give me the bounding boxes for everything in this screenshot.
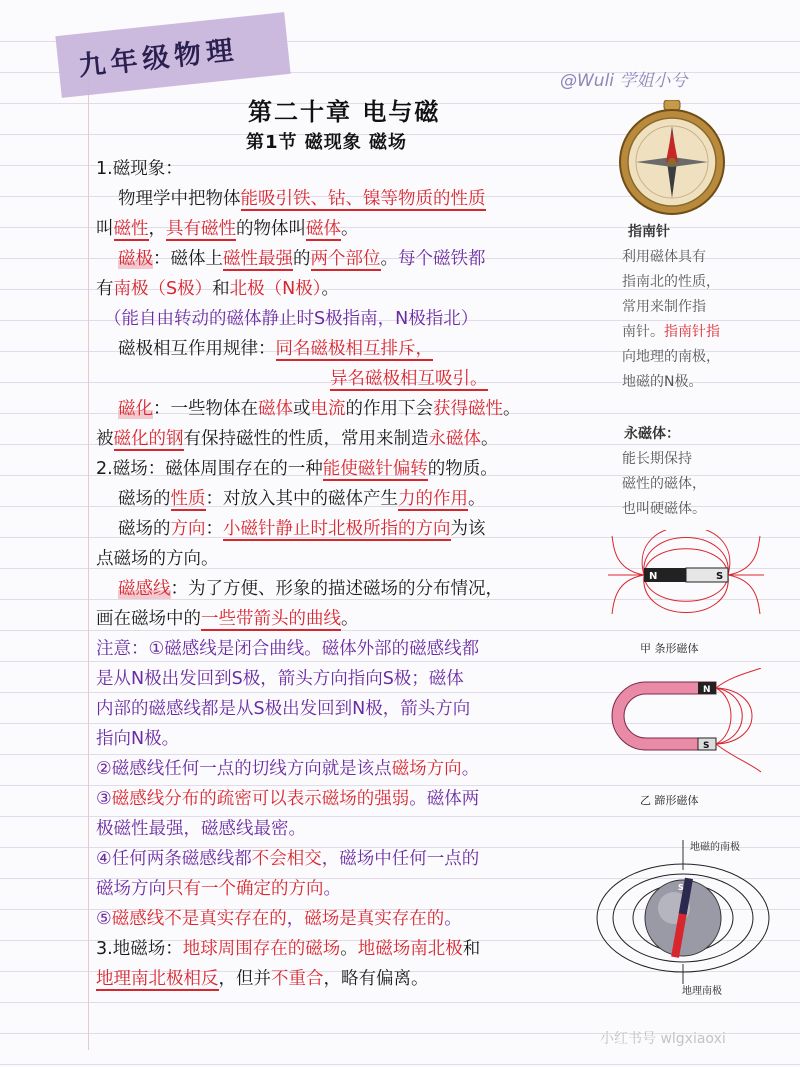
note-line-19: 内部的磁感线都是从S极出发回到N极，箭头方向 [96, 699, 471, 719]
horseshoe-s-label: S [703, 741, 710, 751]
note-line-14: 点磁场的方向。 [96, 549, 219, 569]
note-line-3: 叫磁性，具有磁性的物体叫磁体。 [96, 219, 359, 239]
note-line-11: 2.磁场：磁体周围存在的一种能使磁针偏转的物质。 [96, 459, 498, 479]
note-line-13: 磁场的方向：小磁针静止时北极所指的方向为该 [118, 519, 486, 539]
note-line-6: （能自由转动的磁体静止时S极指南，N极指北） [104, 309, 479, 329]
bar-magnet-caption: 甲 条形磁体 [640, 642, 699, 655]
earth-top-label: 地磁的南极 [690, 842, 740, 853]
note-line-1: 1.磁现象： [96, 159, 183, 179]
bar-magnet-diagram [606, 530, 766, 630]
magnet-line-3: 也叫硬磁体。 [622, 501, 706, 517]
author-credit: @Wuli 学姐小兮 [560, 71, 688, 91]
section-title: 第1节 磁现象 磁场 [246, 132, 408, 153]
note-line-25: 磁场方向只有一个确定的方向。 [96, 879, 341, 899]
note-line-10: 被磁化的钢有保持磁性的性质，常用来制造永磁体。 [96, 429, 499, 449]
compass-line-4: 南针。指南针指 [622, 324, 720, 340]
horseshoe-n-label: N [703, 685, 711, 695]
magnet-line-2: 磁性的磁体， [622, 476, 706, 492]
earth-magnetic-field-diagram [594, 834, 772, 1002]
horseshoe-magnet-diagram [606, 668, 766, 786]
note-line-24: ④任何两条磁感线都不会相交，磁场中任何一点的 [96, 849, 480, 869]
watermark: 小红书号 wlgxiaoxi [600, 1031, 726, 1047]
note-line-26: ⑤磁感线不是真实存在的，磁场是真实存在的。 [96, 909, 462, 929]
note-line-23: 极磁性最强，磁感线最密。 [96, 819, 306, 839]
note-line-27: 3.地磁场：地球周围存在的磁场。地磁场南北极和 [96, 939, 481, 959]
compass-line-5: 向地理的南极， [622, 349, 720, 365]
note-line-20: 指向N极。 [96, 729, 180, 749]
compass-line-6: 地磁的N极。 [622, 374, 703, 390]
earth-bottom-label: 地理南极 [682, 986, 722, 997]
note-line-7: 磁极相互作用规律：同名磁极相互排斥， [118, 339, 433, 359]
magnet-title: 永磁体： [624, 426, 680, 442]
note-line-16: 画在磁场中的一些带箭头的曲线。 [96, 609, 359, 629]
bar-n-label: N [649, 571, 658, 582]
compass-line-2: 指南北的性质， [622, 274, 720, 290]
note-line-15: 磁感线：为了方便、形象的描述磁场的分布情况， [118, 579, 503, 599]
compass-line-1: 利用磁体具有 [622, 249, 706, 265]
chapter-title: 第二十章 电与磁 [248, 97, 441, 126]
note-line-9: 磁化：一些物体在磁体或电流的作用下会获得磁性。 [118, 399, 521, 419]
note-line-5: 有南极（S极）和北极（N极）。 [96, 279, 339, 299]
margin-line [88, 60, 89, 1050]
note-line-4: 磁极：磁体上磁性最强的两个部位。每个磁铁都 [118, 249, 486, 269]
note-line-2: 物理学中把物体能吸引铁、钴、镍等物质的性质 [118, 189, 486, 209]
note-line-22: ③磁感线分布的疏密可以表示磁场的强弱。磁体两 [96, 789, 480, 809]
compass-title: 指南针 [628, 224, 670, 240]
note-line-17: 注意：①磁感线是闭合曲线。磁体外部的磁感线都 [96, 639, 480, 659]
note-line-12: 磁场的性质：对放入其中的磁体产生力的作用。 [118, 489, 486, 509]
note-line-28: 地理南北极相反，但并不重合，略有偏离。 [96, 969, 429, 989]
note-line-8: 异名磁极相互吸引。 [330, 369, 488, 389]
note-line-21: ②磁感线任何一点的切线方向就是该点磁场方向。 [96, 759, 480, 779]
magnet-line-1: 能长期保持 [622, 451, 692, 467]
horseshoe-magnet-caption: 乙 蹄形磁体 [640, 794, 699, 807]
tape-title: 九年级物理 [77, 34, 240, 83]
bar-s-label: S [716, 571, 724, 582]
earth-s-label: S [678, 883, 684, 892]
compass-line-3: 常用来制作指 [622, 299, 706, 315]
compass-image [616, 100, 728, 216]
note-line-18: 是从N极出发回到S极，箭头方向指向S极；磁体 [96, 669, 464, 689]
